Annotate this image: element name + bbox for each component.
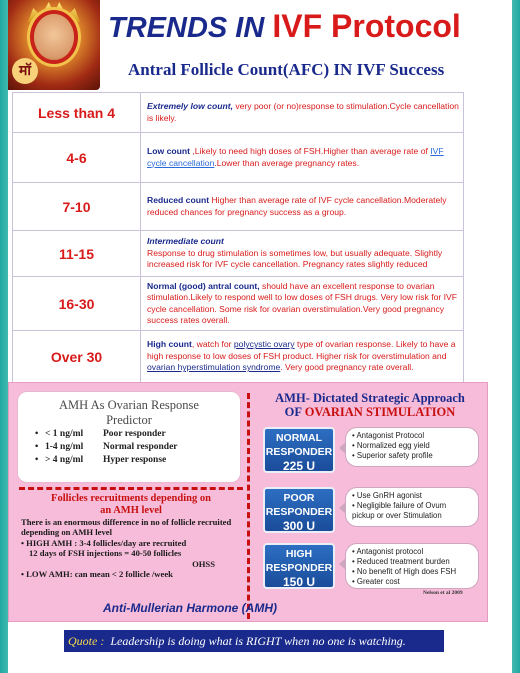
- list-item: [35, 442, 178, 455]
- amh-predictor-list: [35, 429, 178, 468]
- table-row: [13, 231, 464, 277]
- follicles-line3: 12 days of FSH injections = 40-50 follicles: [29, 548, 182, 559]
- row-text-3: . Very good pregnancy rate overall.: [280, 362, 414, 373]
- row-lead: Normal (good) antral count,: [147, 280, 260, 291]
- normal-responder-badge: [263, 427, 335, 473]
- afc-table: [12, 92, 464, 383]
- description-cell: [141, 231, 464, 277]
- bullet: •: [35, 429, 39, 439]
- table-row: [13, 331, 464, 383]
- table-row: [13, 277, 464, 331]
- range-cell: Less than 4: [13, 93, 141, 133]
- amh-predictor-heading: [18, 398, 240, 428]
- note-item: • Reduced treatment burden: [352, 557, 450, 566]
- follicles-heading-line2: an AMH level: [100, 505, 162, 516]
- strategy-heading-prefix: OF: [284, 405, 305, 419]
- note-item: • No benefit of High does FSH: [352, 567, 457, 576]
- quote-label: Quote :: [68, 634, 105, 648]
- row-text: very poor (or no)response to stimulation.Cycle cancellation is likely.: [147, 101, 459, 123]
- range-cell: 7-10: [13, 183, 141, 231]
- logo-text: मॉ: [12, 58, 38, 84]
- amh-label: Poor responder: [103, 429, 166, 439]
- row-lead: Extremely low count,: [147, 101, 233, 111]
- description-cell: [141, 133, 464, 183]
- amh-heading-line1: AMH As Ovarian Response: [59, 398, 199, 412]
- poor-responder-notes: [345, 487, 479, 527]
- table-row: [13, 133, 464, 183]
- vertical-divider: [247, 393, 250, 619]
- badge-units: 300 U: [282, 519, 316, 533]
- note-item: • Negligible failure of Ovum: [352, 501, 447, 510]
- note-item: • Normalized egg yield: [352, 441, 430, 450]
- amh-value: 1-4 ng/ml: [45, 442, 84, 452]
- description-cell: [141, 277, 464, 331]
- citation: Nelson et al 2009: [423, 590, 463, 596]
- badge-line1: POOR: [283, 492, 315, 504]
- poor-responder-badge: [263, 487, 335, 533]
- horizontal-divider: [19, 487, 243, 490]
- strategy-heading-line1: AMH- Dictated Strategic Approach: [275, 391, 465, 405]
- amh-label: Hyper response: [103, 455, 167, 465]
- polycystic-ovary-link[interactable]: polycystic ovary: [233, 339, 295, 350]
- row-text: , watch for: [191, 339, 234, 350]
- row-text: Response to drug stimulation is sometimes low, but usually adequate. Slightly increased risk for IVF cycle cancellation. Pregnancy rates slightly reduced: [147, 247, 443, 270]
- high-responder-badge: [263, 543, 335, 589]
- ohss-label: OHSS: [192, 558, 215, 569]
- description-cell: [141, 93, 464, 133]
- range-cell: 11-15: [13, 231, 141, 277]
- range-cell: 16-30: [13, 277, 141, 331]
- amh-label: Normal responder: [103, 442, 178, 452]
- row-lead: Intermediate count: [147, 236, 224, 247]
- face-icon: [34, 14, 74, 60]
- panel-footer: Anti-Mullerian Harmone (AMH): [103, 601, 277, 615]
- amh-value: < 1 ng/ml: [45, 429, 84, 439]
- follicles-line4: • LOW AMH: can mean < 2 follicle /week: [21, 569, 173, 580]
- page-title: [108, 8, 461, 45]
- badge-line1: NORMAL: [275, 432, 323, 444]
- description-cell: [141, 183, 464, 231]
- badge-line2: RESPONDER: [265, 446, 333, 458]
- normal-responder-notes: [345, 427, 479, 467]
- goddess-logo-image: [8, 0, 100, 90]
- page-subtitle: Antral Follicle Count(AFC) IN IVF Success: [128, 60, 445, 79]
- row-lead: High count: [147, 339, 192, 350]
- table-row: [13, 93, 464, 133]
- row-text: Higher than average rate of IVF cycle cancellation.Moderately reduced chances for pregnancy success as a group.: [147, 195, 447, 217]
- note-item: • Antagonist protocol: [352, 547, 424, 556]
- note-item: • Use GnRH agonist: [352, 491, 422, 500]
- row-lead: Reduced count: [147, 195, 210, 205]
- row-text-2: .Lower than average pregnancy rates.: [214, 157, 360, 168]
- amh-panel: [8, 382, 488, 622]
- amh-heading-line2: Predictor: [106, 413, 152, 427]
- ohss-link[interactable]: ovarian hyperstimulation syndrome: [147, 362, 281, 373]
- badge-units: 225 U: [282, 459, 316, 473]
- title-part2: IVF Protocol: [272, 8, 461, 44]
- amh-value: > 4 ng/ml: [45, 455, 84, 465]
- row-lead: Low count: [147, 146, 190, 156]
- badge-units: 150 U: [282, 575, 316, 589]
- note-item: • Antagonist Protocol: [352, 431, 425, 440]
- note-item: pickup or over Stimulation: [352, 511, 442, 520]
- quote-bar: [64, 630, 444, 652]
- follicles-heading-line1: Follicles recruitments depending on: [51, 493, 211, 504]
- table-row: [13, 183, 464, 231]
- follicles-line2: • HIGH AMH : 3-4 follicles/day are recruited: [21, 537, 187, 548]
- bullet: •: [35, 442, 39, 452]
- list-item: [35, 455, 178, 468]
- follicles-heading: [23, 493, 239, 517]
- row-text: should have an excellent response to ovarian stimulation.Likely to respond well to low doses of FSH drugs. Very low risk for IVF cycle cancellation. Some risk for ovarian overstimulation.Very good pregnancy success rates overall.: [147, 280, 457, 325]
- quote-text: Leadership is doing what is RIGHT when no one is watching.: [110, 634, 406, 648]
- note-item: • Superior safety profile: [352, 451, 433, 460]
- range-cell: 4-6: [13, 133, 141, 183]
- strategy-heading-red: OVARIAN STIMULATION: [304, 405, 456, 419]
- title-part1: TRENDS IN: [108, 12, 273, 44]
- range-cell: Over 30: [13, 331, 141, 383]
- badge-line2: RESPONDER: [265, 506, 333, 518]
- note-item: • Greater cost: [352, 577, 400, 586]
- row-text: ,Likely to need high doses of FSH.Higher than average rate of: [189, 146, 431, 156]
- row-text-2: type of ovarian response. Likely to have a high response to low doses of FSH product. Higher risk for overstimulation and: [147, 339, 456, 361]
- ivf-cancellation-link[interactable]: IVF cycle cancellation: [147, 146, 444, 168]
- badge-line2: RESPONDER: [265, 562, 333, 574]
- list-item: [35, 429, 178, 442]
- follicles-body: [21, 517, 243, 579]
- bullet: •: [35, 455, 39, 465]
- badge-line1: HIGH: [285, 548, 313, 560]
- description-cell: [141, 331, 464, 383]
- high-responder-notes: [345, 543, 479, 589]
- strategy-heading: [255, 391, 485, 419]
- follicles-line1: There is an enormous difference in no of follicle recruited depending on AMH level: [21, 517, 232, 538]
- page: [8, 0, 512, 673]
